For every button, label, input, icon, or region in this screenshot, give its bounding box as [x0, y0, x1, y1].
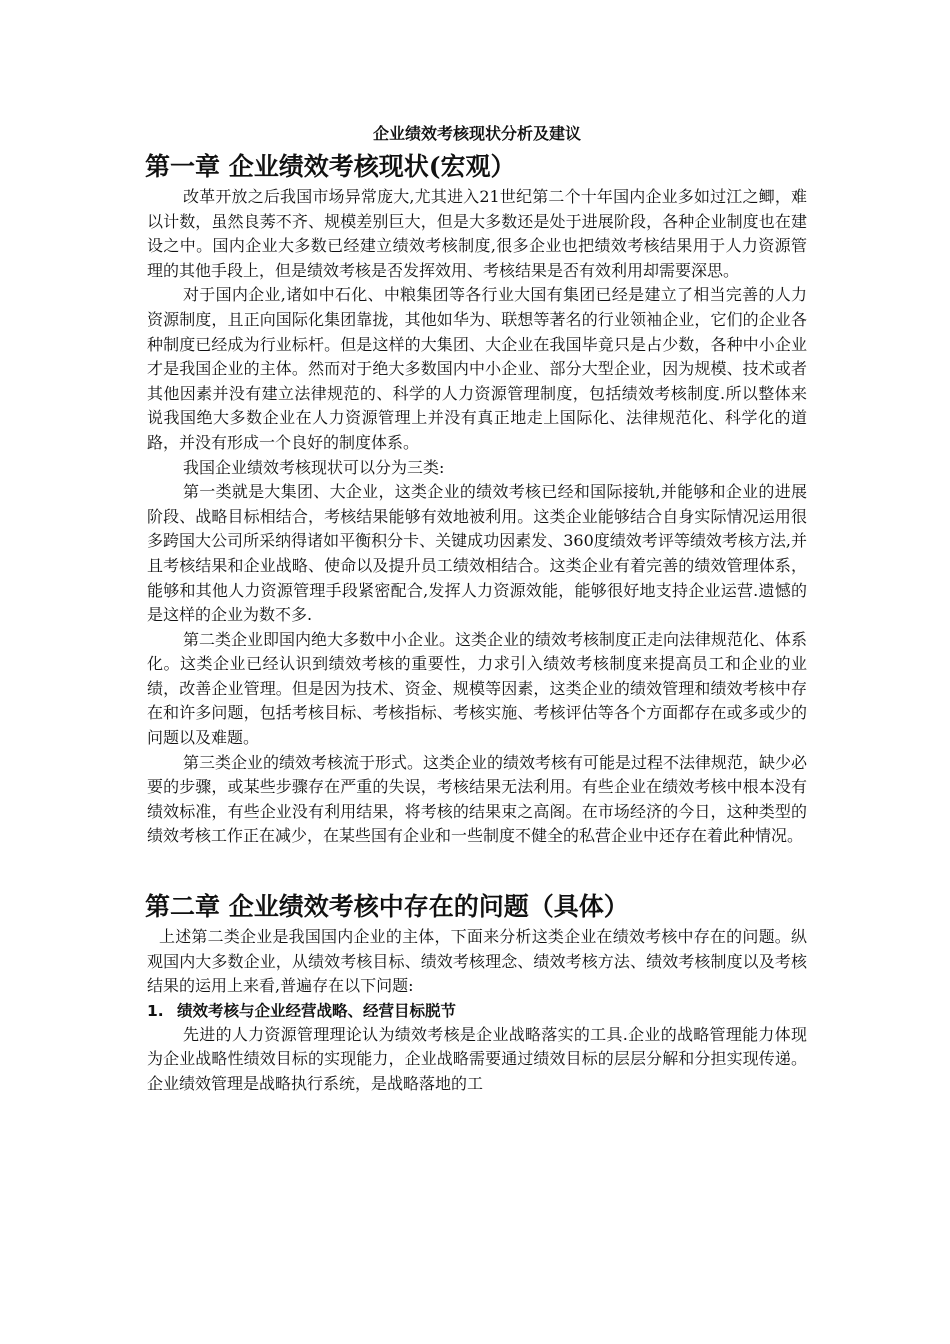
chapter-2-heading: 第二章 企业绩效考核中存在的问题（具体）	[145, 892, 629, 922]
chapter-1-paragraph: 第三类企业的绩效考核流于形式。这类企业的绩效考核有可能是过程不法律规范，缺少必要的步骤，或某些步骤存在严重的失误，考核结果无法利用。有些企业在绩效考核中根本没有绩效标准，有些企业没有利用结果，将考核的结果束之高阁。在市场经济的今日，这种类型的绩效考核工作正在减少，在某些国有企业和一些制度不健全的私营企业中还存在着此种情况。	[147, 752, 808, 846]
chapter-2-intro: 上述第二类企业是我国国内企业的主体，下面来分析这类企业在绩效考核中存在的问题。纵观国内大多数企业，从绩效考核目标、绩效考核理念、绩效考核方法、绩效考核制度以及考核结果的运用上来看,普遍存在以下问题:	[147, 927, 807, 996]
section-1-heading	[147, 999, 807, 1023]
section-1-number: 1.	[147, 1001, 164, 1020]
document-title: 企业绩效考核现状分析及建议	[372, 124, 581, 143]
chapter-1-paragraph: 第一类就是大集团、大企业，这类企业的绩效考核已经和国际接轨,并能够和企业的进展阶段、战略目标相结合，考核结果能够有效地被利用。这类企业能够结合自身实际情况运用很多跨国大公司所采纳得诸如平衡积分卡、关键成功因素发、360度绩效考评等绩效考核方法,并且考核结果和企业战略、使命以及提升员工绩效相结合。这类企业有着完善的绩效管理体系，能够和其他人力资源管理手段紧密配合,发挥人力资源效能，能够很好地支持企业运营.遗憾的是这样的企业为数不多.	[147, 482, 807, 625]
chapter-1-paragraph: 改革开放之后我国市场异常庞大,尤其进入21世纪第二个十年国内企业多如过江之鲫，难以计数，虽然良莠不齐、规模差别巨大，但是大多数还是处于进展阶段，各种企业制度也在建设之中。国内企业大多数已经建立绩效考核制度,很多企业也把绩效考核结果用于人力资源管理的其他手段上，但是绩效考核是否发挥效用、考核结果是否有效利用却需要深思。	[147, 187, 807, 280]
document-body	[147, 123, 807, 1097]
chapter-1-heading: 第一章 企业绩效考核现状(宏观）	[145, 152, 516, 181]
chapter-1-paragraph: 第二类企业即国内绝大多数中小企业。这类企业的绩效考核制度正走向法律规范化、体系化。这类企业已经认识到绩效考核的重要性，力求引入绩效考核制度来提高员工和企业的业绩，改善企业管理。但是因为技术、资金、规模等因素，这类企业的绩效管理和绩效考核中存在和许多问题，包括考核目标、考核指标、考核实施、考核评估等各个方面都存在或多或少的问题以及难题。	[147, 629, 808, 748]
section-1-paragraph: 先进的人力资源管理理论认为绩效考核是企业战略落实的工具.企业的战略管理能力体现为企业战略性绩效目标的实现能力，企业战略需要通过绩效目标的层层分解和分担实现传递。企业绩效管理是战略执行系统，是战略落地的工	[147, 1024, 807, 1093]
chapter-1-paragraph: 我国企业绩效考核现状可以分为三类:	[183, 457, 445, 477]
chapter-1-paragraph: 对于国内企业,诸如中石化、中粮集团等各行业大国有集团已经是建立了相当完善的人力资源制度，且正向国际化集团靠拢，其他如华为、联想等著名的行业领袖企业，它们的企业各种制度已经成为行业标杆。但是这样的大集团、大企业在我国毕竟只是占少数，各种中小企业才是我国企业的主体。然而对于绝大多数国内中小企业、部分大型企业，因为规模、技术或者其他因素并没有建立法律规范的、科学的人力资源管理制度，包括绩效考核制度.所以整体来说我国绝大多数企业在人力资源管理上并没有真正地走上国际化、法律规范化、科学化的道路，并没有形成一个良好的制度体系。	[147, 285, 807, 452]
section-1-title: 绩效考核与企业经营战略、经营目标脱节	[177, 1001, 457, 1020]
